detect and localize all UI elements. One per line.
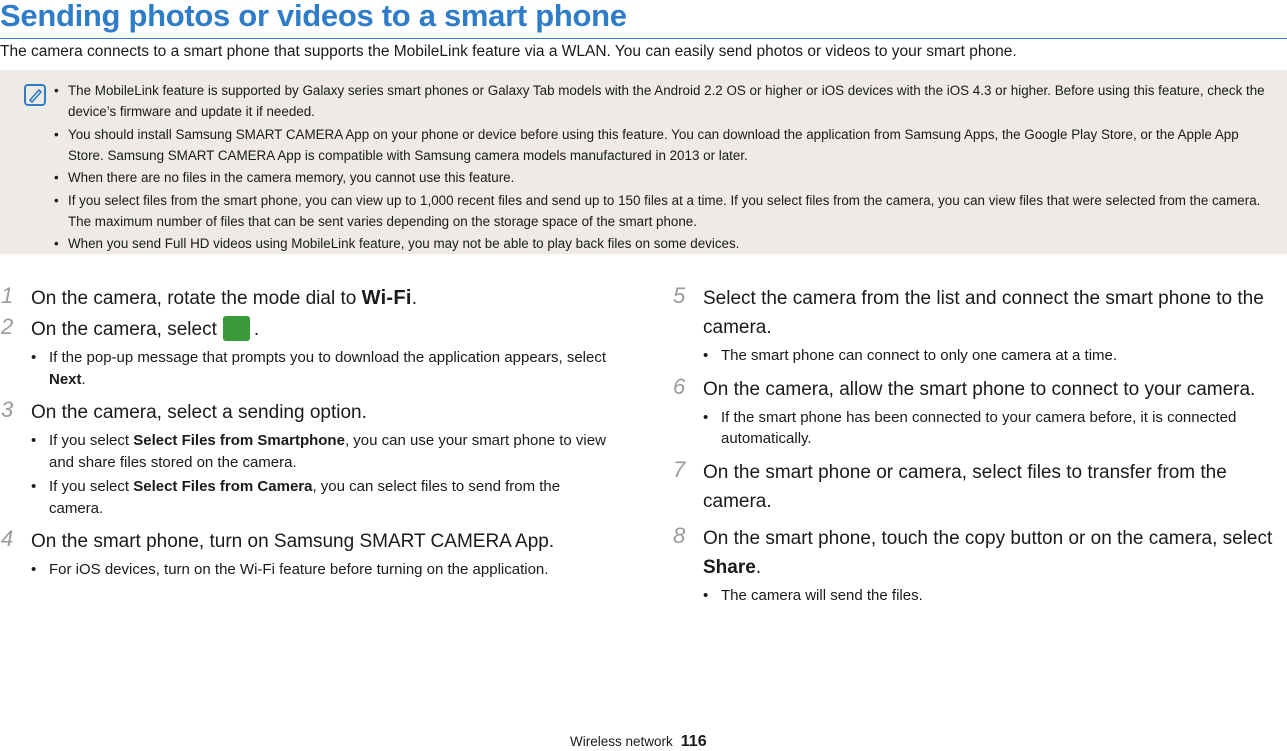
step-text-part: On the smart phone, touch the copy button or on the camera, select [703, 527, 1273, 549]
footer-section: Wireless network [570, 734, 673, 749]
step-text [31, 284, 610, 313]
step-sublist [703, 345, 1287, 367]
page-title: Sending photos or videos to a smart phone [0, 0, 627, 33]
step-sublist [31, 559, 610, 581]
step-subitem: • If the smart phone has been connected to your camera before, it is connected automatically. [703, 407, 1287, 450]
title-divider [0, 38, 1287, 39]
step-4 [0, 527, 610, 581]
step-number: 4 [1, 526, 14, 551]
note-pencil-icon [24, 84, 46, 106]
step-text-part: . [411, 288, 418, 309]
step-subitem [31, 347, 610, 390]
step-text: On the smart phone, turn on Samsung SMART CAMERA App. [31, 531, 555, 552]
step-subitem: • The smart phone can connect to only one camera at a time. [703, 345, 1287, 367]
option-label: Select Files from Smartphone [133, 432, 345, 449]
step-number: 6 [673, 373, 686, 399]
step-sublist [703, 407, 1287, 450]
step-number: 7 [673, 456, 686, 482]
step-text [31, 315, 610, 344]
subitem-text: If you select [49, 478, 134, 495]
subitem-text: If the pop-up message that prompts you to download the application appears, select [49, 349, 607, 366]
step-6 [672, 375, 1287, 450]
note-item: • When there are no files in the camera memory, you cannot use this feature. [54, 167, 1276, 188]
step-8 [672, 524, 1287, 607]
step-text: On the camera, allow the smart phone to connect to your camera. [703, 378, 1256, 400]
step-sublist [703, 585, 1287, 607]
step-number: 5 [673, 283, 686, 308]
step-1 [0, 284, 610, 313]
wifi-mode-label: Wi-Fi [361, 287, 412, 309]
step-number: 1 [1, 283, 14, 308]
note-item: • When you send Full HD videos using MobileLink feature, you may not be able to play back files on some devices. [54, 233, 1276, 254]
steps-right-column [672, 284, 1287, 609]
subitem-text: If you select [49, 432, 134, 449]
note-item: • If you select files from the smart phone, you can view up to 1,000 recent files and send up to 150 files at a time. If you select files from the camera, you can view files that were selected from the camera. The maximum number of files that can be sent varies depending on the storage space of the smart phone. [54, 190, 1276, 232]
mobilelink-app-icon [223, 316, 250, 341]
note-item: • You should install Samsung SMART CAMERA App on your phone or device before using this feature. You can download the application from Samsung Apps, the Google Play Store, or the Apple App Store. Samsung SMART CAMERA App is compatible with Samsung camera models manufactured in 2013 or later. [54, 124, 1276, 166]
note-item: • The MobileLink feature is supported by Galaxy series smart phones or Galaxy Tab models with the Android 2.2 OS or higher or iOS devices with the iOS 4.3 or higher. Before using this feature, check the device’s firmware and update it if needed. [54, 80, 1276, 122]
intro-text: The camera connects to a smart phone that supports the MobileLink feature via a WLAN. You can easily send photos or videos to your smart phone. [0, 43, 1017, 60]
step-5 [672, 284, 1287, 367]
step-7 [672, 458, 1287, 516]
step-number: 2 [1, 314, 14, 339]
next-option-label: Next [49, 370, 82, 388]
step-subitem [31, 430, 610, 473]
subitem-text: , you can use your smart phone to view and share files stored on the camera. [49, 432, 606, 471]
step-number: 3 [1, 397, 14, 422]
note-list [54, 80, 1276, 256]
step-sublist [31, 347, 610, 390]
step-text: On the smart phone or camera, select files to transfer from the camera. [703, 461, 1227, 512]
step-text [703, 524, 1287, 582]
steps-left-column [0, 284, 610, 584]
step-2 [0, 315, 610, 390]
step-3 [0, 398, 610, 519]
page-number: 116 [680, 733, 707, 750]
subitem-text: . [81, 370, 86, 388]
step-text: On the camera, select a sending option. [31, 402, 367, 423]
share-option-label: Share [703, 556, 756, 578]
step-subitem: • For iOS devices, turn on the Wi-Fi feature before turning on the application. [31, 559, 610, 581]
step-text-part: On the camera, select [31, 319, 217, 340]
step-text: Select the camera from the list and connect the smart phone to the camera. [703, 288, 1264, 338]
step-subitem [31, 476, 610, 519]
page-footer [570, 733, 707, 751]
step-subitem: • The camera will send the files. [703, 585, 1287, 607]
step-text-part: On the camera, rotate the mode dial to [31, 288, 357, 309]
option-label: Select Files from Camera [133, 478, 313, 495]
step-number: 8 [673, 522, 686, 548]
step-text-part: . [755, 556, 762, 578]
step-text-part: . [253, 319, 260, 340]
subitem-text: , you can select files to send from the camera. [49, 478, 561, 517]
note-box [0, 70, 1287, 254]
step-sublist [31, 430, 610, 519]
